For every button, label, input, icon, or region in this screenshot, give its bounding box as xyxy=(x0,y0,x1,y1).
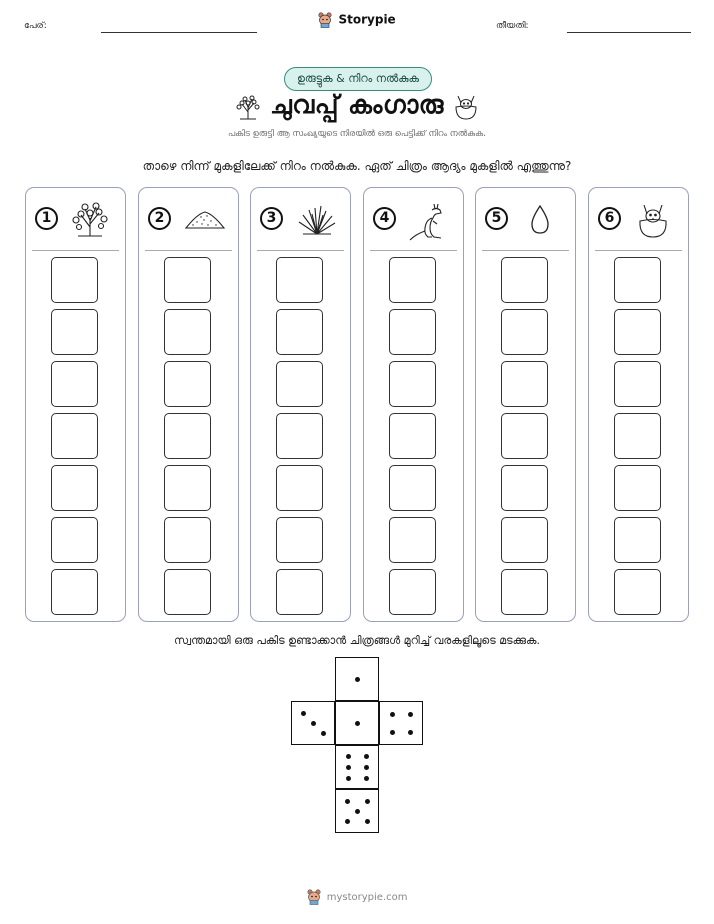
pip xyxy=(301,711,306,716)
color-box[interactable] xyxy=(276,309,323,355)
color-box[interactable] xyxy=(614,569,661,615)
pip xyxy=(346,776,351,781)
column-divider xyxy=(32,250,119,251)
color-box[interactable] xyxy=(501,517,548,563)
instruction-text: താഴെ നിന്ന് മുകളിലേക്ക് നിറം നൽകുക. ഏത് ചിത്രം ആദ്യം മുകളിൽ എത്തുന്നു? xyxy=(142,159,572,173)
pip xyxy=(346,754,351,759)
color-box[interactable] xyxy=(614,465,661,511)
color-box[interactable] xyxy=(164,257,211,303)
color-box[interactable] xyxy=(164,309,211,355)
page-subtitle: പകിട ഉരുട്ടി ആ സംഖ്യയുടെ നിരയിൽ ഒരു പെട്ടിക്ക് നിറം നൽകുക. xyxy=(228,129,486,139)
water-drop-icon xyxy=(520,200,560,238)
column-divider xyxy=(482,250,569,251)
color-box[interactable] xyxy=(614,309,661,355)
column-number: 1 xyxy=(35,207,58,230)
pip xyxy=(365,799,370,804)
column-number: 2 xyxy=(148,207,171,230)
column-number: 5 xyxy=(485,207,508,230)
dice-face-below-2 xyxy=(335,789,379,833)
dice-face-left xyxy=(291,701,335,745)
color-box[interactable] xyxy=(614,413,661,459)
column-6 xyxy=(588,187,689,622)
color-box[interactable] xyxy=(389,257,436,303)
color-box[interactable] xyxy=(276,569,323,615)
column-4 xyxy=(363,187,464,622)
pip xyxy=(355,721,360,726)
name-line[interactable] xyxy=(101,32,257,33)
color-box[interactable] xyxy=(501,309,548,355)
footer-url[interactable]: mystorypie.com xyxy=(326,892,408,903)
activity-tag: ഉരുട്ടുക & നിറം നൽകുക xyxy=(284,67,432,91)
color-box[interactable] xyxy=(164,361,211,407)
color-box[interactable] xyxy=(51,517,98,563)
date-line[interactable] xyxy=(567,32,691,33)
column-2 xyxy=(138,187,239,622)
date-label: തീയതി: xyxy=(496,21,529,31)
dice-face-center xyxy=(335,701,379,745)
color-box[interactable] xyxy=(276,361,323,407)
color-box[interactable] xyxy=(51,413,98,459)
grass-tuft-icon xyxy=(295,200,339,238)
column-number: 6 xyxy=(598,207,621,230)
color-box[interactable] xyxy=(501,361,548,407)
color-box[interactable] xyxy=(164,465,211,511)
shrub-icon xyxy=(70,200,110,238)
color-box[interactable] xyxy=(51,309,98,355)
color-box[interactable] xyxy=(276,465,323,511)
sand-pile-icon xyxy=(183,200,227,238)
column-divider xyxy=(370,250,457,251)
dice-face-top xyxy=(335,657,379,701)
color-box[interactable] xyxy=(614,517,661,563)
color-box[interactable] xyxy=(164,569,211,615)
name-label: പേര്: xyxy=(24,21,47,31)
column-1 xyxy=(25,187,126,622)
column-number: 4 xyxy=(373,207,396,230)
color-box[interactable] xyxy=(276,413,323,459)
column-divider xyxy=(257,250,344,251)
pip xyxy=(364,776,369,781)
pip xyxy=(408,730,413,735)
color-box[interactable] xyxy=(501,465,548,511)
column-number: 3 xyxy=(260,207,283,230)
pip xyxy=(408,712,413,717)
color-box[interactable] xyxy=(389,569,436,615)
color-box[interactable] xyxy=(164,517,211,563)
color-box[interactable] xyxy=(51,257,98,303)
pip xyxy=(390,730,395,735)
color-box[interactable] xyxy=(501,413,548,459)
color-box[interactable] xyxy=(501,257,548,303)
pip xyxy=(390,712,395,717)
pip xyxy=(364,754,369,759)
dice-face-right xyxy=(379,701,423,745)
color-box[interactable] xyxy=(164,413,211,459)
pip xyxy=(345,799,350,804)
storypie-mascot-icon xyxy=(307,889,321,905)
color-box[interactable] xyxy=(276,257,323,303)
color-box[interactable] xyxy=(389,361,436,407)
footer xyxy=(0,889,714,905)
color-box[interactable] xyxy=(389,413,436,459)
storypie-mascot-icon xyxy=(318,12,332,28)
kangaroo-icon xyxy=(408,200,452,242)
joey-in-pouch-icon xyxy=(633,200,673,240)
column-5 xyxy=(475,187,576,622)
color-box[interactable] xyxy=(51,361,98,407)
color-box[interactable] xyxy=(614,361,661,407)
color-box[interactable] xyxy=(389,309,436,355)
pip xyxy=(355,809,360,814)
brand-logo xyxy=(0,12,714,28)
pip xyxy=(321,731,326,736)
column-3 xyxy=(250,187,351,622)
joey-in-pouch-icon xyxy=(453,92,479,120)
color-box[interactable] xyxy=(389,517,436,563)
pip xyxy=(346,765,351,770)
dice-instruction: സ്വന്തമായി ഒരു പകിട ഉണ്ടാക്കാൻ ചിത്രങ്ങൾ മുറിച്ച് വരകളിലൂടെ മടക്കുക. xyxy=(174,634,540,647)
pip xyxy=(311,721,316,726)
column-divider xyxy=(595,250,682,251)
brand-name: Storypie xyxy=(338,12,396,27)
pip xyxy=(345,819,350,824)
color-box[interactable] xyxy=(389,465,436,511)
color-box[interactable] xyxy=(501,569,548,615)
dice-face-below-1 xyxy=(335,745,379,789)
pip xyxy=(364,765,369,770)
color-box[interactable] xyxy=(51,465,98,511)
color-box[interactable] xyxy=(51,569,98,615)
color-box[interactable] xyxy=(614,257,661,303)
page-title: ചുവപ്പ് കംഗാരു xyxy=(270,90,444,119)
pip xyxy=(365,819,370,824)
pip xyxy=(355,677,360,682)
column-divider xyxy=(145,250,232,251)
color-box[interactable] xyxy=(276,517,323,563)
